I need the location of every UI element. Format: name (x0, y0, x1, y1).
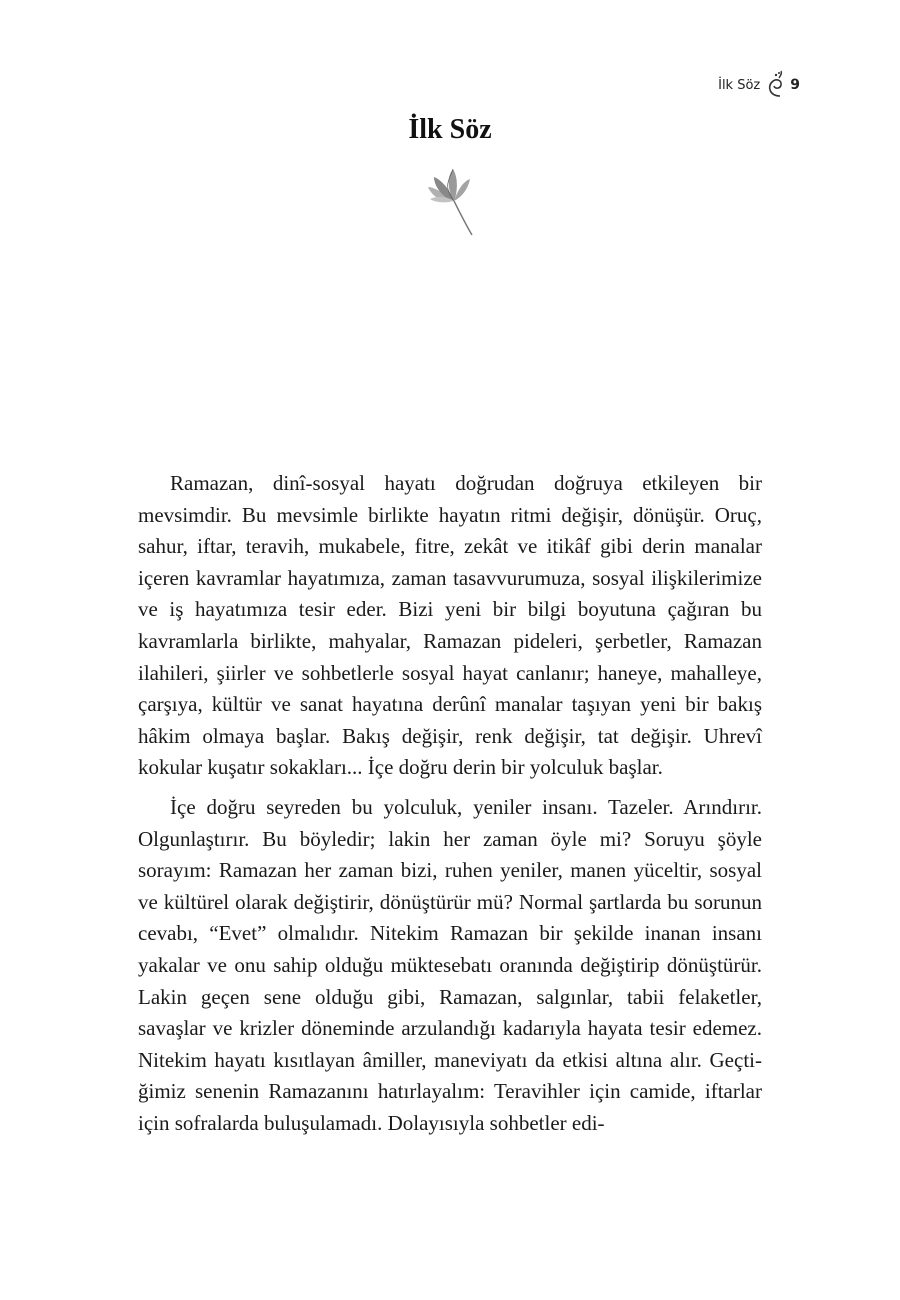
paragraph-2: İçe doğru seyreden bu yolculuk, yeniler insanı. Tazeler. Arındırır. Olgunlaştırır. Bu böyledir; lakin her zaman öyle mi? Soruyu şöyle sorayım: Ramazan her zaman bizi, ruhen yeniler, manen yüceltir, sosyal ve kültürel olarak değiştirir, dönüştürür mü? Normal şartlarda bu sorunun cevabı, “Evet” olmalıdır. Nitekim Ramazan bir şekilde inanan insanı yakalar ve onu sahip olduğu müktesebatı oranında değiştirip dönüştürür. Lakin geçen sene olduğu gibi, Ramazan, salgınlar, tabii felaketler, savaşlar ve krizler döneminde arzulandığı kadarıyla hayata tesir edemez. Nitekim hayatı kısıtlayan âmiller, maneviyatı da etkisi altına alır. Geçtiğimiz senenin Ramazanını hatırlayalım: Teravihler için camide, iftarlar için sofralarda buluşulamadı. Dolayısıyla sohbetler edi- (138, 794, 762, 1135)
body-text (138, 468, 762, 1147)
page-number: 9 (790, 77, 800, 93)
flower-ornament-icon (420, 165, 480, 237)
swirl-ornament-icon (764, 70, 786, 100)
paragraph-1: Ramazan, dinî-sosyal hayatı doğrudan doğruya etkileyen bir mevsimdir. Bu mevsimle birlikte hayatın ritmi değişir, dönüşür. Oruç, sahur, iftar, teravih, mukabele, fitre, zekât ve itikâf gibi derin manalar içeren kavramlar hayatımıza, zaman tasavvurumuza, sosyal ilişkilerimize ve iş hayatımıza tesir eder. Bizi yeni bir bilgi boyutuna çağıran bu kavramlarla birlikte, mahyalar, Ramazan pideleri, şerbetler, Ramazan ilahileri, şiirler ve sohbetlerle sosyal hayat canlanır; haneye, mahalleye, çarşıya, kültür ve sanat hayatına derûnî manalar taşıyan yeni bir bakış hâkim olmaya başlar. Bakış değişir, renk değişir, tat değişir. Uhrevî kokular kuşatır sokakları... İçe doğru derin bir yolculuk başlar. (138, 471, 762, 780)
running-header (718, 70, 800, 100)
chapter-title: İlk Söz (408, 114, 492, 145)
running-title: İlk Söz (718, 77, 761, 93)
